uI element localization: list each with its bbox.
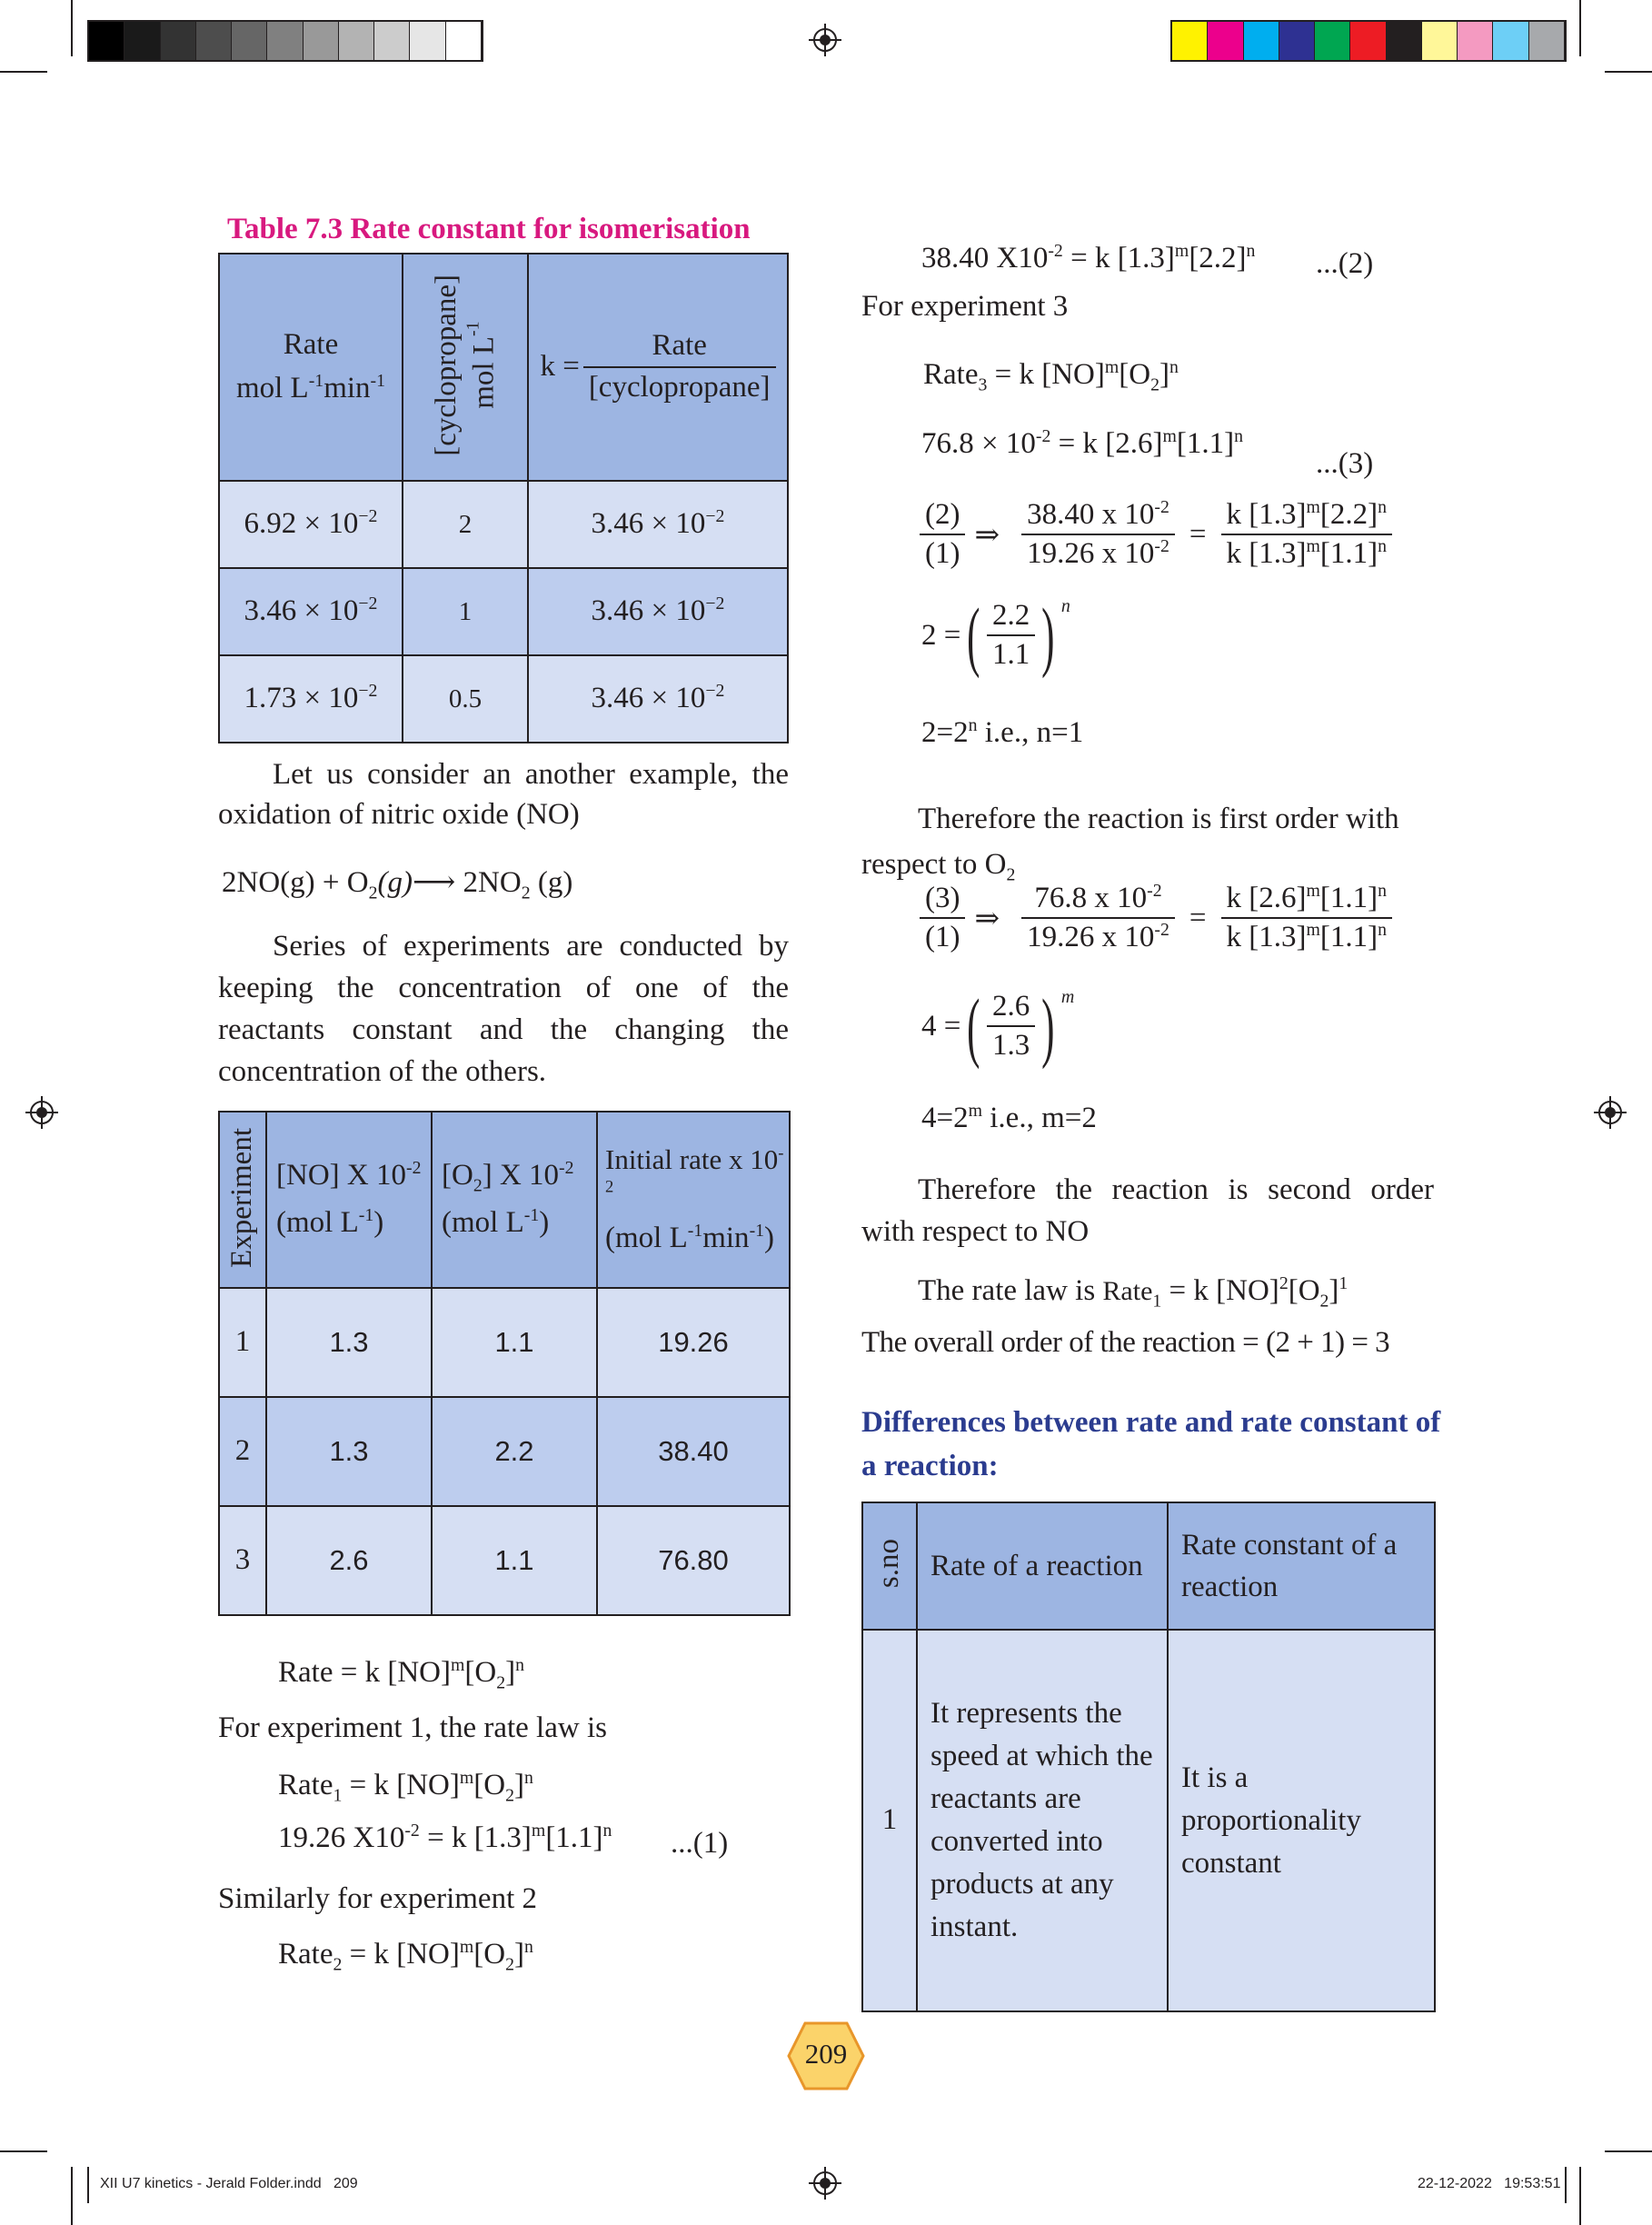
gray-swatch — [267, 22, 303, 60]
registration-target-icon — [809, 2167, 841, 2200]
equation-3: $76.8 \times 10^{-2} = k$ $[2.6]^m[1.1]^n$ — [921, 426, 1243, 460]
gray-swatch — [161, 22, 196, 60]
rate1-law: Rate$_1$ = k $[NO]^m[O_2]^n$ — [278, 1768, 533, 1806]
gray-swatch — [196, 22, 232, 60]
first-order-statement: Therefore the reaction is first order with respect to $O_2$ — [861, 803, 1399, 885]
color-swatch — [1244, 22, 1279, 60]
power-equation-m: 4 = ( $\frac{2.6}{1.3}$ ) m — [921, 983, 1075, 1070]
rate3-law: Rate$_3$ = k $[NO]^m[O_2]^n$ — [923, 357, 1179, 395]
final-rate-law: The rate law is Rate$_1$ = k $[NO]^2[O_2]^1$ — [918, 1273, 1348, 1312]
crop-mark — [1565, 2167, 1567, 2203]
color-swatch — [1387, 22, 1422, 60]
gray-swatch — [339, 22, 374, 60]
footer-timestamp: 22-12-2022 19:53:51 — [1418, 2176, 1561, 2191]
table-row: $1.73 \times 10^{-2}$ 0.5 $3.46 \times 10^{-2}$ — [219, 655, 788, 743]
no-oxidation-equation: $2NO(g) + O_2(g)⟶$ $2NO_2$ (g) — [222, 866, 573, 903]
header-initial-rate: Initial rate x $10^{-2}$ (mol $L^{-1}\min^{-1}$) — [597, 1112, 790, 1288]
power-equation-n: 2 = ( $\frac{2.2}{1.1}$ ) n — [921, 592, 1070, 679]
gray-swatch — [232, 22, 267, 60]
exp2-text: Similarly for experiment 2 — [218, 1882, 537, 1915]
table-row: 1 It represents the speed at which the reactants are converted into products at any instant. It is a proportionality constant — [862, 1630, 1435, 2011]
equation-1-tag: ...(1) — [671, 1827, 729, 1860]
crop-mark — [71, 0, 73, 56]
rate-law-general: Rate = k $[NO]^m[O_2]^n$ — [278, 1655, 524, 1693]
exp3-text: For experiment 3 — [861, 290, 1069, 323]
header-rate-constant: Rate constant of a reaction — [1168, 1502, 1435, 1630]
gray-swatch — [89, 22, 124, 60]
registration-target-icon — [25, 1096, 58, 1129]
color-swatch — [1172, 22, 1208, 60]
header-concentration: [cyclopropane] mol $L^{-1}$ — [403, 254, 528, 481]
paragraph-no-oxidation: Let us consider an another example, the oxidation of nitric oxide (NO) — [218, 758, 789, 831]
equation-2: 38.40 $X10^{-2} = k$ $[1.3]^m[2.2]^n$ — [921, 241, 1256, 274]
solution-n: $2=2^n$ i.e., n=1 — [921, 715, 1084, 749]
crop-mark — [0, 71, 47, 73]
table-row: 2 1.3 2.2 38.40 — [219, 1397, 790, 1506]
footer-filename: XII U7 kinetics - Jerald Folder.indd 209 — [100, 2176, 358, 2191]
registration-target-icon — [809, 24, 841, 56]
crop-mark — [71, 2167, 73, 2225]
color-swatch — [1315, 22, 1350, 60]
overall-order: The overall order of the reaction = (2 + 1) = 3 — [861, 1326, 1390, 1359]
crop-mark — [87, 2167, 89, 2203]
header-sno: s.no — [862, 1502, 917, 1630]
color-swatch — [1279, 22, 1315, 60]
header-o2: $[O_2]$ X $10^{-2}$ (mol $L^{-1}$) — [432, 1112, 597, 1288]
table-row: 3 2.6 1.1 76.80 — [219, 1506, 790, 1615]
experiment-table — [218, 1111, 791, 1616]
table-row: 1 1.3 1.1 19.26 — [219, 1288, 790, 1397]
gray-swatch — [446, 22, 482, 60]
gray-swatch — [124, 22, 160, 60]
differences-table — [861, 1502, 1436, 2012]
equation-1: 19.26 $X10^{-2} = k$ $[1.3]^m[1.1]^n$ — [278, 1821, 612, 1854]
crop-mark — [1579, 0, 1581, 56]
equation-2-tag: ...(2) — [1316, 247, 1374, 280]
header-experiment: Experiment — [219, 1112, 266, 1288]
paragraph-series-experiments: Series of experiments are conducted by keeping the concentration of one of the reactants constant and the changing the concentration of the others. — [218, 930, 789, 1088]
color-swatch — [1350, 22, 1386, 60]
color-swatch — [1458, 22, 1493, 60]
gray-swatch — [410, 22, 445, 60]
table-row: $6.92 \times 10^{-2}$ 2 $3.46 \times 10^{-2}$ — [219, 481, 788, 568]
second-order-statement: Therefore the reaction is second order with respect to NO — [861, 1173, 1434, 1248]
header-k: k = $\frac{\text{Rate}}{\text{[cyclopropane]}}$ — [528, 254, 788, 481]
color-bar — [1170, 20, 1567, 62]
ratio-2-over-1: $\frac{(2)}{(1)}$ ⇒ $\frac{38.40 x 10^{-2}}{19.26 x 10^{-2}}$ = $\frac{k [1.3]^m[2.2]^n}{k [1.3]^m[1.1]^n}$ — [920, 498, 1392, 571]
color-swatch — [1208, 22, 1243, 60]
table-row: $3.46 \times 10^{-2}$ 1 $3.46 \times 10^{-2}$ — [219, 568, 788, 655]
color-swatch — [1529, 22, 1565, 60]
rate-constant-table — [218, 253, 789, 743]
crop-mark — [0, 2150, 47, 2152]
rate2-law: Rate$_2$ = k $[NO]^m[O_2]^n$ — [278, 1937, 533, 1975]
grayscale-bar — [87, 20, 483, 62]
crop-mark — [1605, 2150, 1652, 2152]
registration-target-icon — [1594, 1096, 1627, 1129]
gray-swatch — [304, 22, 339, 60]
crop-mark — [1605, 71, 1652, 73]
header-rate-of-reaction: Rate of a reaction — [917, 1502, 1168, 1630]
equation-3-tag: ...(3) — [1316, 447, 1374, 480]
exp1-text: For experiment 1, the rate law is — [218, 1711, 607, 1744]
crop-mark — [1579, 2167, 1581, 2225]
table-7-3-title: Table 7.3 Rate constant for isomerisation — [227, 213, 751, 245]
header-no: [NO] X $10^{-2}$ (mol $L^{-1}$) — [266, 1112, 432, 1288]
differences-heading: Differences between rate and rate constant of a reaction: — [861, 1406, 1441, 1482]
color-swatch — [1422, 22, 1458, 60]
color-swatch — [1493, 22, 1528, 60]
solution-m: $4=2^m$ i.e., m=2 — [921, 1101, 1097, 1134]
page-number: 209 — [804, 2038, 848, 2070]
header-rate: Rate mol $L^{-1}\min^{-1}$ — [219, 254, 403, 481]
gray-swatch — [374, 22, 410, 60]
ratio-3-over-1: $\frac{(3)}{(1)}$ ⇒ $\frac{76.8 x 10^{-2}}{19.26 x 10^{-2}}$ = $\frac{k [2.6]^m[1.1]^n}{k [1.3]^m[1.1]^n}$ — [920, 882, 1392, 954]
